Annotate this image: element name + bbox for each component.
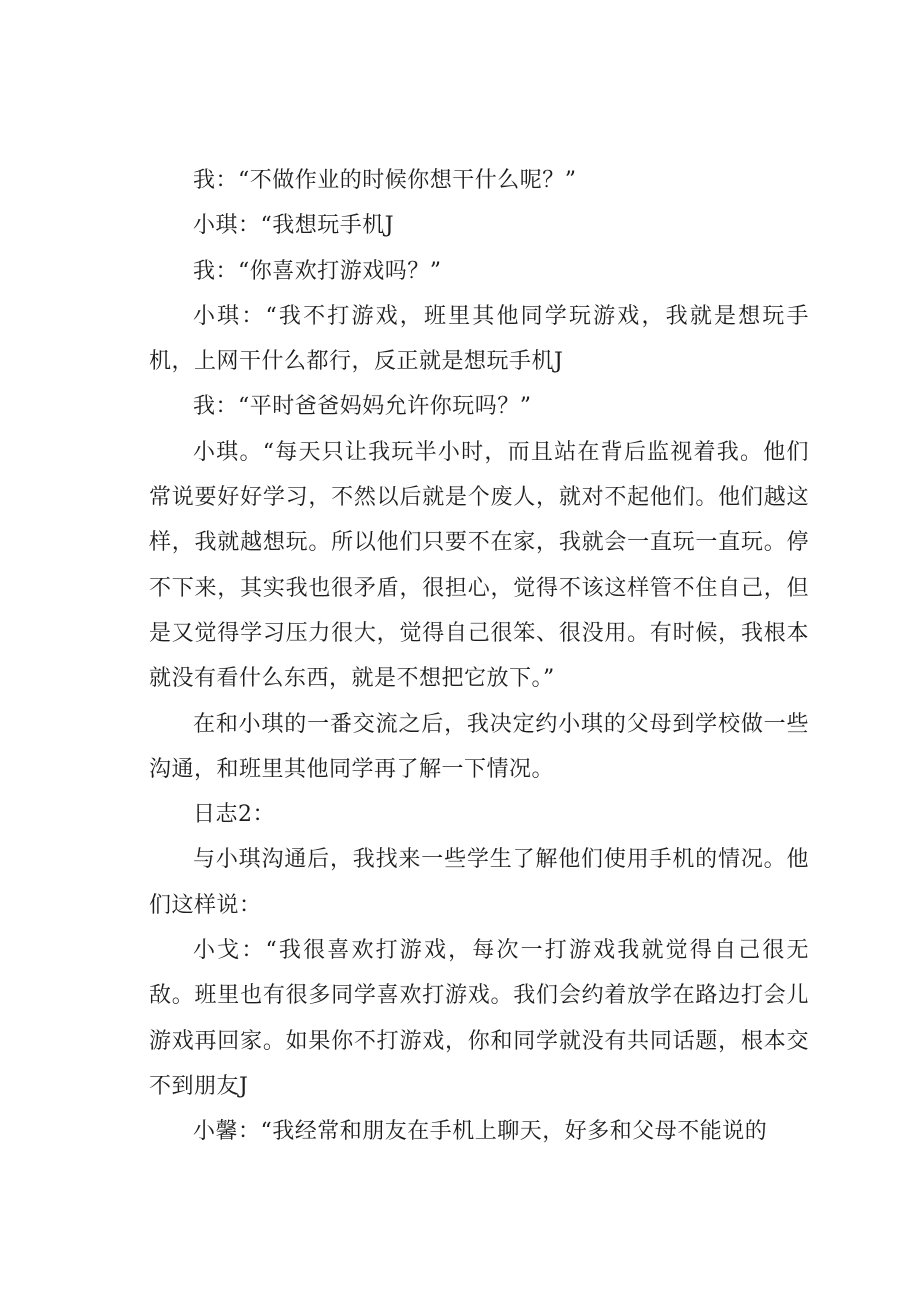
dialogue-line: 小琪。“每天只让我玩半小时，而且站在背后监视着我。他们常说要好好学习，不然以后就是个废人，就对不起他们。他们越这样，我就越想玩。所以他们只要不在家，我就会一直玩一直玩。停不下来，其实我也很矛盾，很担心，觉得不该这样管不住自己，但是又觉得学习压力很大，觉得自己很笨、很没用。有时候，我根本就没有看什么东西，就是不想把它放下。” bbox=[149, 439, 809, 692]
dialogue-line: 小琪：“我想玩手机J bbox=[193, 213, 395, 239]
dialogue-line: 小戈：“我很喜欢打游戏，每次一打游戏我就觉得自己很无敌。班里也有很多同学喜欢打游戏。我们会约着放学在路边打会儿游戏再回家。如果你不打游戏，你和同学就没有共同话题，根本交不到朋友J bbox=[149, 938, 809, 1099]
dialogue-line: 我：“平时爸爸妈妈允许你玩吗？” bbox=[193, 394, 532, 420]
dialogue-line: 小馨：“我经常和朋友在手机上聊天，好多和父母不能说的 bbox=[193, 1119, 768, 1145]
narrative-paragraph: 与小琪沟通后，我找来一些学生了解他们使用手机的情况。他们这样说： bbox=[149, 847, 809, 918]
section-heading: 日志2： bbox=[193, 802, 275, 828]
dialogue-line: 我：“不做作业的时候你想干什么呢？” bbox=[193, 168, 577, 193]
dialogue-line: 我：“你喜欢打游戏吗？” bbox=[193, 258, 442, 284]
document-body bbox=[149, 158, 809, 1155]
narrative-paragraph: 在和小琪的一番交流之后，我决定约小琪的父母到学校做一些沟通，和班里其他同学再了解一下情况。 bbox=[149, 711, 809, 782]
dialogue-line: 小琪：“我不打游戏，班里其他同学玩游戏，我就是想玩手机，上网干什么都行，反正就是想玩手机J bbox=[149, 303, 809, 375]
